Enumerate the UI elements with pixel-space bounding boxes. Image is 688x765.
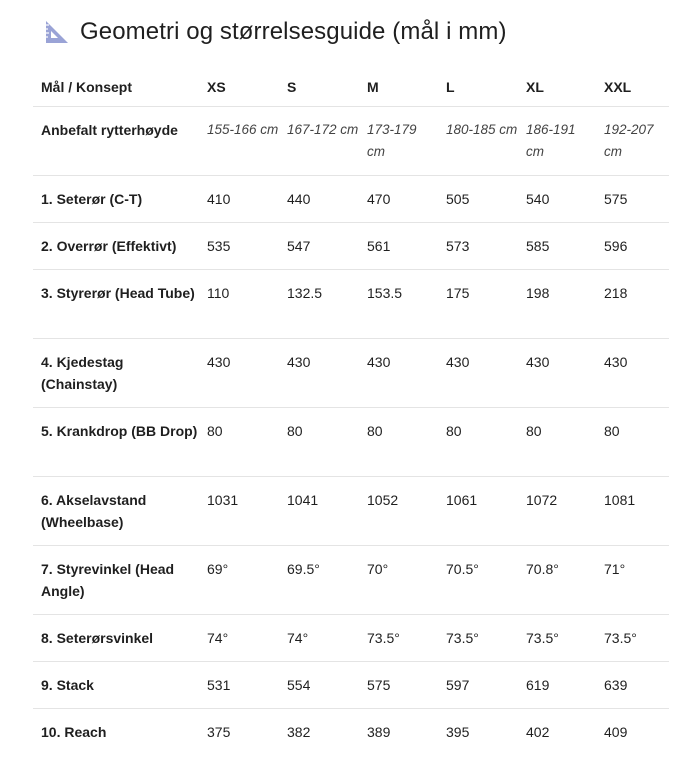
row-label: 3. Styrerør (Head Tube)	[33, 269, 199, 338]
table-cell: 575	[596, 175, 669, 222]
row-label: 10. Reach	[41, 723, 107, 740]
table-cell: 186-191 cm	[518, 106, 596, 175]
table-cell: 619	[518, 661, 596, 708]
table-cell: 70.5°	[438, 545, 518, 614]
table-cell: 69.5°	[279, 545, 359, 614]
table-cell: 395	[446, 723, 470, 740]
table-row	[33, 269, 669, 338]
row-label: 9. Stack	[33, 661, 199, 708]
table-cell: 409	[604, 723, 628, 740]
table-cell: 180-185 cm	[438, 106, 518, 175]
table-cell: 375	[207, 723, 231, 740]
table-row	[33, 407, 669, 476]
table-cell: 547	[279, 222, 359, 269]
table-row	[33, 338, 669, 407]
row-label: Anbefalt rytterhøyde	[33, 106, 199, 175]
table-cell: 155-166 cm	[199, 106, 279, 175]
table-cell: 74°	[199, 614, 279, 661]
table-cell: 470	[359, 175, 438, 222]
table-cell: 80	[199, 407, 279, 476]
geometry-table	[33, 66, 669, 755]
table-cell: 73.5°	[518, 614, 596, 661]
table-cell: 596	[596, 222, 669, 269]
table-cell: 639	[596, 661, 669, 708]
table-row	[33, 175, 669, 222]
table-header-row	[33, 66, 669, 106]
row-label: 2. Overrør (Effektivt)	[33, 222, 199, 269]
column-header-size: M	[359, 66, 438, 106]
table-cell: 70°	[359, 545, 438, 614]
table-cell: 531	[199, 661, 279, 708]
table-cell: 430	[279, 338, 359, 407]
table-row	[33, 106, 669, 175]
row-label: 7. Styrevinkel (Head Angle)	[33, 545, 199, 614]
table-row	[33, 661, 669, 708]
column-header-size: XS	[199, 66, 279, 106]
column-header-size: XL	[518, 66, 596, 106]
table-cell: 73.5°	[359, 614, 438, 661]
table-cell: 80	[279, 407, 359, 476]
table-cell: 1041	[279, 476, 359, 545]
table-cell: 430	[596, 338, 669, 407]
table-cell: 1072	[518, 476, 596, 545]
column-header-concept: Mål / Konsept	[33, 66, 199, 106]
table-cell: 70.8°	[518, 545, 596, 614]
column-header-size: S	[279, 66, 359, 106]
table-cell: 1031	[199, 476, 279, 545]
table-cell: 505	[438, 175, 518, 222]
table-row	[33, 476, 669, 545]
table-cell: 175	[438, 269, 518, 338]
table-cell: 69°	[199, 545, 279, 614]
table-cell: 430	[438, 338, 518, 407]
table-cell: 73.5°	[438, 614, 518, 661]
column-header-size: L	[438, 66, 518, 106]
table-row	[33, 614, 669, 661]
column-header-size: XXL	[596, 66, 669, 106]
table-cell: 173-179 cm	[359, 106, 438, 175]
table-cell: 198	[518, 269, 596, 338]
table-cell: 1061	[438, 476, 518, 545]
page-title	[44, 14, 507, 50]
row-label: 6. Akselavstand (Wheelbase)	[33, 476, 199, 545]
table-row	[33, 545, 669, 614]
table-cell: 573	[438, 222, 518, 269]
table-cell: 192-207 cm	[596, 106, 669, 175]
table-cell: 80	[596, 407, 669, 476]
table-cell: 382	[287, 723, 311, 740]
table-cell: 389	[367, 723, 391, 740]
row-label: 4. Kjedestag (Chainstay)	[33, 338, 199, 407]
table-body	[33, 106, 669, 755]
table-cell: 80	[438, 407, 518, 476]
table-cell: 430	[359, 338, 438, 407]
row-label: 8. Seterørsvinkel	[33, 614, 199, 661]
table-cell: 74°	[279, 614, 359, 661]
table-cell: 597	[438, 661, 518, 708]
table-cell: 402	[526, 723, 550, 740]
row-label: 1. Seterør (C-T)	[33, 175, 199, 222]
table-cell: 561	[359, 222, 438, 269]
table-cell: 430	[199, 338, 279, 407]
table-cell: 535	[199, 222, 279, 269]
table-cell: 132.5	[279, 269, 359, 338]
table-row	[33, 708, 669, 755]
page-title-text: Geometri og størrelsesguide (mål i mm)	[80, 18, 507, 45]
table-row	[33, 222, 669, 269]
table-cell: 554	[279, 661, 359, 708]
table-cell: 71°	[596, 545, 669, 614]
table-cell: 410	[199, 175, 279, 222]
table-cell: 585	[518, 222, 596, 269]
row-label: 5. Krankdrop (BB Drop)	[33, 407, 199, 476]
table-cell: 110	[199, 269, 279, 338]
table-cell: 218	[596, 269, 669, 338]
table-cell: 73.5°	[596, 614, 669, 661]
triangle-ruler-icon	[44, 19, 70, 45]
table-cell: 430	[518, 338, 596, 407]
table-cell: 80	[359, 407, 438, 476]
table-cell: 167-172 cm	[279, 106, 359, 175]
table-cell: 440	[279, 175, 359, 222]
table-cell: 575	[359, 661, 438, 708]
table-cell: 1081	[596, 476, 669, 545]
table-cell: 153.5	[359, 269, 438, 338]
table-cell: 1052	[359, 476, 438, 545]
table-cell: 80	[518, 407, 596, 476]
table-cell: 540	[518, 175, 596, 222]
